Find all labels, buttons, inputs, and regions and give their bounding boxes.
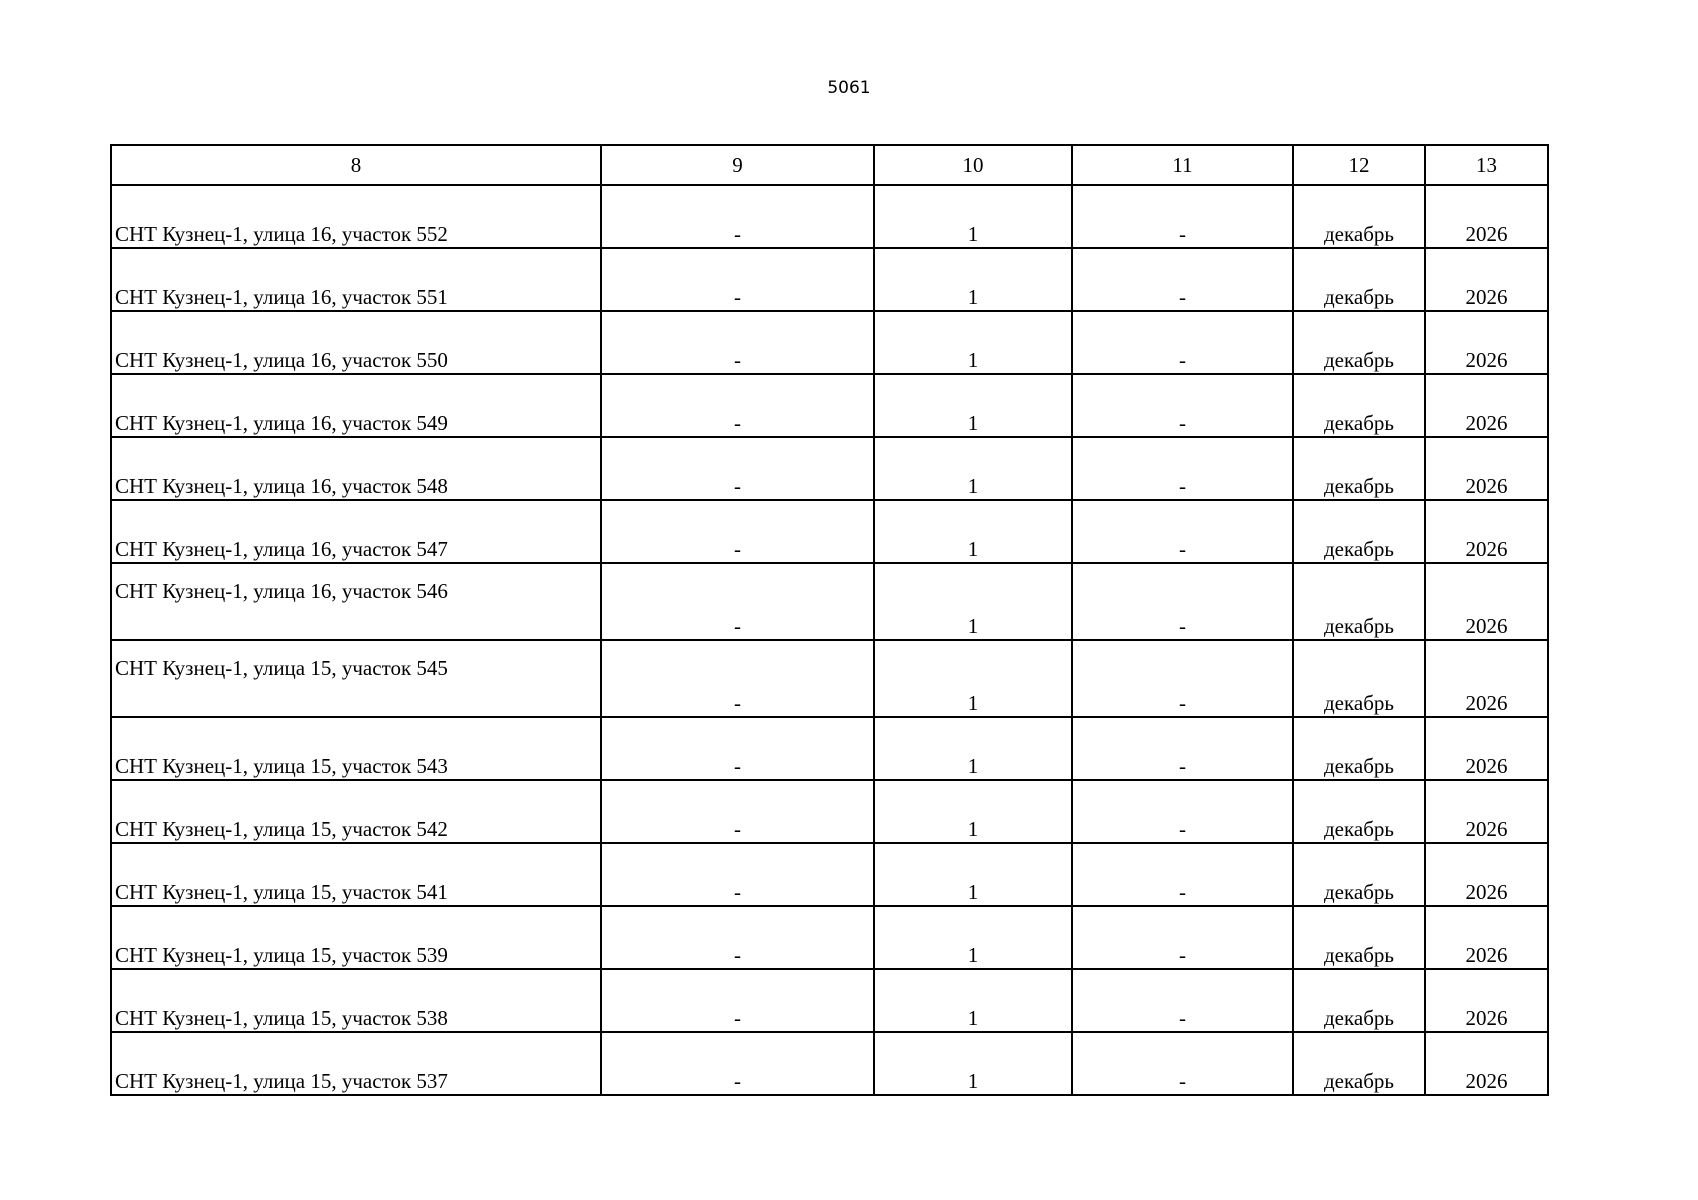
col-9-cell: -: [601, 185, 874, 248]
month-cell: декабрь: [1293, 500, 1425, 563]
month-cell: декабрь: [1293, 717, 1425, 780]
month-cell: декабрь: [1293, 374, 1425, 437]
col-9-cell: -: [601, 563, 874, 640]
col-10-cell: 1: [874, 717, 1072, 780]
month-cell: декабрь: [1293, 185, 1425, 248]
address-cell: СНТ Кузнец-1, улица 15, участок 539: [111, 906, 601, 969]
table-row: [111, 843, 1548, 906]
col-9-cell: -: [601, 640, 874, 717]
month-cell: декабрь: [1293, 969, 1425, 1032]
table-row: [111, 906, 1548, 969]
address-cell: СНТ Кузнец-1, улица 16, участок 549: [111, 374, 601, 437]
month-cell: декабрь: [1293, 563, 1425, 640]
table-row: [111, 374, 1548, 437]
address-cell: СНТ Кузнец-1, улица 16, участок 547: [111, 500, 601, 563]
table-row: [111, 563, 1548, 640]
col-10-cell: 1: [874, 311, 1072, 374]
column-header: 11: [1072, 145, 1293, 185]
year-cell: 2026: [1425, 248, 1548, 311]
col-9-cell: -: [601, 1032, 874, 1095]
table-row: [111, 248, 1548, 311]
month-cell: декабрь: [1293, 780, 1425, 843]
col-10-cell: 1: [874, 563, 1072, 640]
table-row: [111, 969, 1548, 1032]
column-header: 9: [601, 145, 874, 185]
address-cell: СНТ Кузнец-1, улица 16, участок 548: [111, 437, 601, 500]
col-11-cell: -: [1072, 185, 1293, 248]
year-cell: 2026: [1425, 969, 1548, 1032]
address-cell: СНТ Кузнец-1, улица 15, участок 538: [111, 969, 601, 1032]
table-row: [111, 500, 1548, 563]
year-cell: 2026: [1425, 843, 1548, 906]
address-cell: СНТ Кузнец-1, улица 15, участок 541: [111, 843, 601, 906]
column-header: 8: [111, 145, 601, 185]
col-9-cell: -: [601, 500, 874, 563]
col-10-cell: 1: [874, 500, 1072, 563]
col-9-cell: -: [601, 437, 874, 500]
year-cell: 2026: [1425, 500, 1548, 563]
year-cell: 2026: [1425, 563, 1548, 640]
col-10-cell: 1: [874, 185, 1072, 248]
address-cell: СНТ Кузнец-1, улица 15, участок 542: [111, 780, 601, 843]
col-10-cell: 1: [874, 906, 1072, 969]
table-row: [111, 640, 1548, 717]
col-10-cell: 1: [874, 248, 1072, 311]
col-11-cell: -: [1072, 500, 1293, 563]
col-11-cell: -: [1072, 717, 1293, 780]
col-11-cell: -: [1072, 374, 1293, 437]
col-10-cell: 1: [874, 374, 1072, 437]
table-row: [111, 437, 1548, 500]
month-cell: декабрь: [1293, 437, 1425, 500]
year-cell: 2026: [1425, 1032, 1548, 1095]
col-10-cell: 1: [874, 780, 1072, 843]
month-cell: декабрь: [1293, 640, 1425, 717]
table-body: [111, 185, 1548, 1095]
col-11-cell: -: [1072, 780, 1293, 843]
year-cell: 2026: [1425, 780, 1548, 843]
year-cell: 2026: [1425, 906, 1548, 969]
month-cell: декабрь: [1293, 311, 1425, 374]
table-row: [111, 185, 1548, 248]
column-header: 12: [1293, 145, 1425, 185]
col-11-cell: -: [1072, 843, 1293, 906]
col-11-cell: -: [1072, 1032, 1293, 1095]
address-cell: СНТ Кузнец-1, улица 15, участок 543: [111, 717, 601, 780]
address-cell: СНТ Кузнец-1, улица 16, участок 550: [111, 311, 601, 374]
month-cell: декабрь: [1293, 248, 1425, 311]
col-10-cell: 1: [874, 640, 1072, 717]
col-11-cell: -: [1072, 437, 1293, 500]
col-11-cell: -: [1072, 969, 1293, 1032]
col-11-cell: -: [1072, 248, 1293, 311]
month-cell: декабрь: [1293, 1032, 1425, 1095]
data-table: [110, 144, 1549, 1096]
table-row: [111, 1032, 1548, 1095]
table-row: [111, 717, 1548, 780]
address-cell: СНТ Кузнец-1, улица 15, участок 545: [111, 640, 601, 717]
col-10-cell: 1: [874, 969, 1072, 1032]
col-9-cell: -: [601, 374, 874, 437]
col-11-cell: -: [1072, 311, 1293, 374]
col-9-cell: -: [601, 843, 874, 906]
col-9-cell: -: [601, 969, 874, 1032]
month-cell: декабрь: [1293, 906, 1425, 969]
year-cell: 2026: [1425, 311, 1548, 374]
column-header: 10: [874, 145, 1072, 185]
table-row: [111, 311, 1548, 374]
year-cell: 2026: [1425, 437, 1548, 500]
col-11-cell: -: [1072, 640, 1293, 717]
col-10-cell: 1: [874, 1032, 1072, 1095]
col-11-cell: -: [1072, 906, 1293, 969]
col-10-cell: 1: [874, 843, 1072, 906]
column-header: 13: [1425, 145, 1548, 185]
address-cell: СНТ Кузнец-1, улица 16, участок 546: [111, 563, 601, 640]
month-cell: декабрь: [1293, 843, 1425, 906]
table-header-row: [111, 145, 1548, 185]
col-9-cell: -: [601, 248, 874, 311]
col-9-cell: -: [601, 717, 874, 780]
address-cell: СНТ Кузнец-1, улица 16, участок 551: [111, 248, 601, 311]
col-11-cell: -: [1072, 563, 1293, 640]
col-9-cell: -: [601, 311, 874, 374]
year-cell: 2026: [1425, 185, 1548, 248]
address-cell: СНТ Кузнец-1, улица 16, участок 552: [111, 185, 601, 248]
page-number: 5061: [827, 78, 871, 98]
address-cell: СНТ Кузнец-1, улица 15, участок 537: [111, 1032, 601, 1095]
col-9-cell: -: [601, 780, 874, 843]
year-cell: 2026: [1425, 717, 1548, 780]
col-9-cell: -: [601, 906, 874, 969]
col-10-cell: 1: [874, 437, 1072, 500]
year-cell: 2026: [1425, 640, 1548, 717]
year-cell: 2026: [1425, 374, 1548, 437]
table-row: [111, 780, 1548, 843]
